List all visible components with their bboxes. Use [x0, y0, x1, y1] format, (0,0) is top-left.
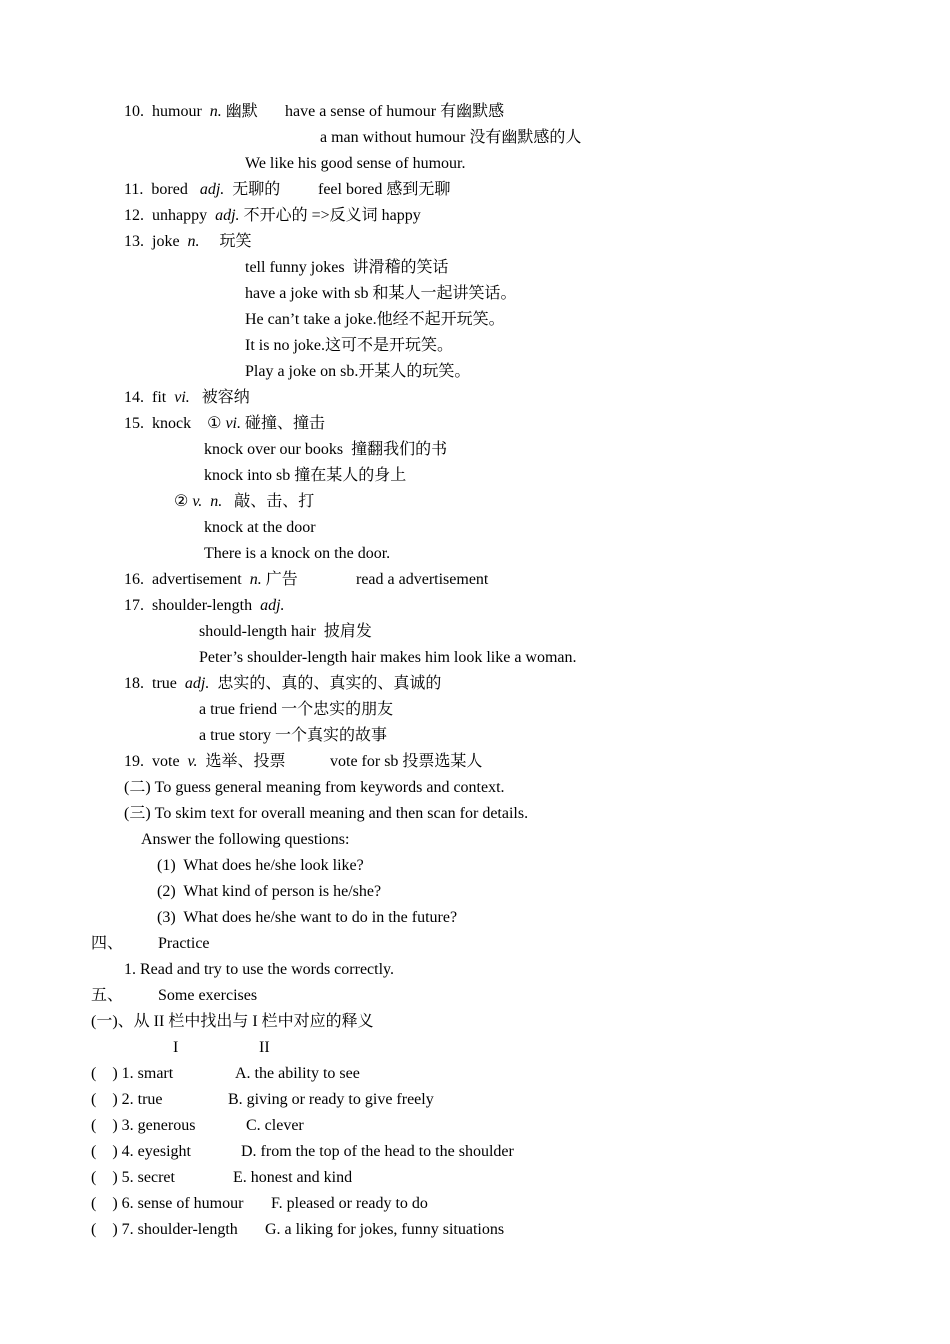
- entry-word: unhappy: [152, 207, 208, 224]
- entry-unhappy: [124, 206, 421, 226]
- section-number: 四、: [91, 935, 124, 952]
- sense-marker: ①: [207, 415, 222, 432]
- joke-example: He can’t take a joke.他经不起开玩笑。: [245, 311, 505, 328]
- shoulder-example: should-length hair 披肩发: [199, 623, 372, 640]
- entry-number: 11.: [124, 181, 144, 198]
- entry-word: humour: [152, 103, 202, 120]
- knock-example: There is a knock on the door.: [204, 545, 391, 562]
- entry-pos: adj.: [184, 675, 210, 692]
- exercise-term: ( ) 3. generous: [91, 1117, 196, 1134]
- entry-number: 18.: [124, 675, 144, 692]
- reading-item-2: (二) To guess general meaning from keywords and context.: [124, 779, 505, 796]
- entry-advertisement: [124, 570, 298, 590]
- exercise-term: ( ) 2. true: [91, 1091, 163, 1108]
- entry-word: vote: [152, 753, 180, 770]
- entry-number: 10.: [124, 103, 144, 120]
- entry-meaning: 无聊的: [232, 181, 281, 198]
- section-number: 五、: [91, 987, 124, 1004]
- entry-meaning: 玩笑: [219, 233, 252, 250]
- entry-bored: [124, 180, 280, 200]
- entry-pos: adj.: [215, 207, 240, 224]
- knock-example: knock at the door: [204, 519, 316, 536]
- question-item: (1) What does he/she look like?: [157, 857, 364, 874]
- exercise-definition: C. clever: [246, 1117, 304, 1134]
- humour-example: We like his good sense of humour.: [245, 155, 466, 172]
- exercise-term: ( ) 1. smart: [91, 1065, 174, 1082]
- exercise-term: ( ) 6. sense of humour: [91, 1195, 244, 1212]
- answer-intro: Answer the following questions:: [141, 831, 350, 848]
- joke-example: Play a joke on sb.开某人的玩笑。: [245, 363, 471, 380]
- entry-number: 12.: [124, 207, 144, 224]
- entry-pos: v. n.: [192, 493, 223, 510]
- entry-meaning: 被容纳: [201, 389, 250, 406]
- exercise-term: ( ) 4. eyesight: [91, 1143, 191, 1160]
- entry-pos: vi.: [174, 389, 190, 406]
- entry-word: joke: [152, 233, 180, 250]
- entry-number: 16.: [124, 571, 144, 588]
- shoulder-example: Peter’s shoulder-length hair makes him look like a woman.: [199, 649, 577, 666]
- reading-item-3: (三) To skim text for overall meaning and then scan for details.: [124, 805, 529, 822]
- entry-number: 17.: [124, 597, 144, 614]
- exercise-term: ( ) 7. shoulder-length: [91, 1221, 238, 1238]
- entry-number: 15.: [124, 415, 144, 432]
- humour-phrase-2: a man without humour 没有幽默感的人: [320, 129, 582, 146]
- entry-vote: [124, 752, 285, 772]
- sense-marker: ②: [174, 493, 189, 510]
- entry-meaning: 忠实的、真的、真实的、真诚的: [217, 675, 442, 692]
- joke-example: It is no joke.这可不是开玩笑。: [245, 337, 453, 354]
- entry-meaning: 广告: [265, 571, 298, 588]
- exercise-definition: A. the ability to see: [235, 1065, 360, 1082]
- column-header-2: II: [259, 1039, 270, 1056]
- question-item: (2) What kind of person is he/she?: [157, 883, 382, 900]
- column-header-1: I: [173, 1039, 179, 1056]
- entry-pos: adj.: [260, 597, 285, 614]
- entry-pos: n.: [209, 103, 222, 120]
- true-example: a true friend 一个忠实的朋友: [199, 701, 394, 718]
- exercise-definition: E. honest and kind: [233, 1169, 353, 1186]
- entry-word: bored: [151, 181, 188, 198]
- entry-pos: v.: [187, 753, 198, 770]
- entry-word: advertisement: [152, 571, 242, 588]
- vote-phrase: vote for sb 投票选某人: [330, 753, 483, 770]
- exercise-definition: F. pleased or ready to do: [271, 1195, 428, 1212]
- exercise-definition: B. giving or ready to give freely: [228, 1091, 434, 1108]
- entry-number: 14.: [124, 389, 144, 406]
- knock-example: knock over our books 撞翻我们的书: [204, 441, 448, 458]
- section-title: Practice: [158, 935, 210, 952]
- entry-meaning: 不开心的 =>反义词 happy: [243, 207, 421, 224]
- knock-sense-2: [174, 492, 314, 512]
- entry-word: shoulder-length: [152, 597, 253, 614]
- knock-example: knock into sb 撞在某人的身上: [204, 467, 407, 484]
- entry-word: true: [152, 675, 177, 692]
- section-title: Some exercises: [158, 987, 258, 1004]
- entry-pos: n.: [249, 571, 262, 588]
- entry-meaning: 敲、击、打: [234, 493, 315, 510]
- entry-pos: n.: [187, 233, 200, 250]
- true-example: a true story 一个真实的故事: [199, 727, 387, 744]
- exercise-definition: G. a liking for jokes, funny situations: [265, 1221, 505, 1238]
- exercise-instruction: (一)、从 II 栏中找出与 I 栏中对应的释义: [91, 1013, 374, 1030]
- bored-phrase: feel bored 感到无聊: [318, 181, 451, 198]
- entry-pos: vi.: [225, 415, 241, 432]
- entry-meaning: 碰撞、撞击: [245, 415, 326, 432]
- entry-word: fit: [152, 389, 167, 406]
- entry-true: [124, 674, 441, 694]
- entry-fit: [124, 388, 250, 408]
- humour-phrase-1: have a sense of humour 有幽默感: [285, 103, 505, 120]
- exercise-definition: D. from the top of the head to the shoulder: [241, 1143, 514, 1160]
- entry-knock: [124, 414, 325, 434]
- question-item: (3) What does he/she want to do in the future?: [157, 909, 458, 926]
- joke-example: tell funny jokes 讲滑稽的笑话: [245, 259, 449, 276]
- entry-word: knock: [152, 415, 192, 432]
- entry-humour: [124, 102, 258, 122]
- entry-number: 19.: [124, 753, 144, 770]
- entry-shoulder-length: [124, 596, 285, 616]
- entry-number: 13.: [124, 233, 144, 250]
- exercise-term: ( ) 5. secret: [91, 1169, 175, 1186]
- entry-meaning: 选举、投票: [205, 753, 286, 770]
- entry-pos: adj.: [199, 181, 225, 198]
- practice-item: 1. Read and try to use the words correctly.: [124, 961, 394, 978]
- joke-example: have a joke with sb 和某人一起讲笑话。: [245, 285, 517, 302]
- advertisement-phrase: read a advertisement: [356, 571, 489, 588]
- entry-meaning: 幽默: [225, 103, 258, 120]
- entry-joke: [124, 232, 252, 252]
